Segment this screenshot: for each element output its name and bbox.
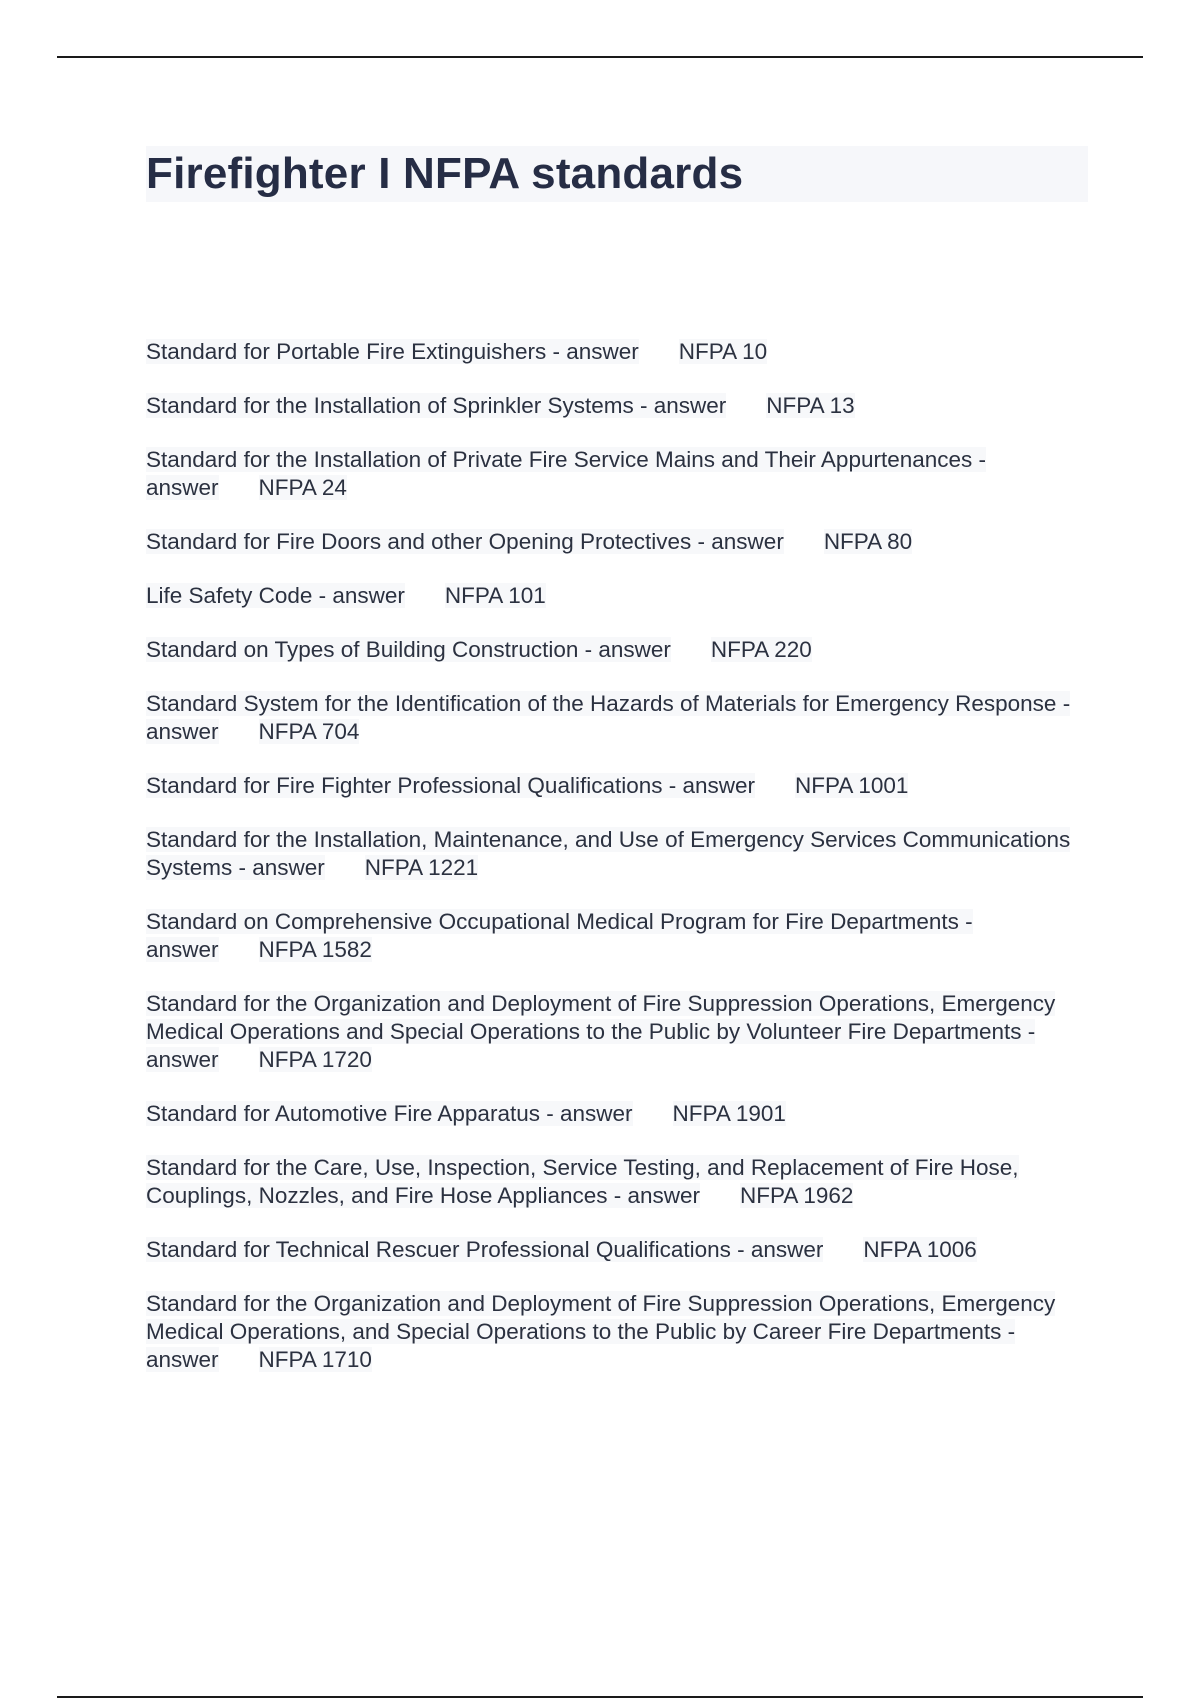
answer-text: NFPA 80	[823, 529, 913, 554]
question-text: Standard for Portable Fire Extinguishers - answer	[146, 339, 639, 364]
list-item	[146, 1290, 1096, 1374]
question-text: Standard for Fire Fighter Professional Qualifications - answer	[146, 773, 756, 798]
answer-text: NFPA 1962	[740, 1183, 854, 1208]
question-text: Life Safety Code - answer	[146, 583, 405, 608]
list-item	[146, 772, 1096, 800]
list-item	[146, 690, 1096, 746]
question-text: Standard for the Organization and Deployment of Fire Suppression Operations, Emergency Medical Operations and Special Operations to the Public by Volunteer Fire Departments - answer	[146, 991, 1056, 1072]
answer-text: NFPA 10	[678, 339, 768, 364]
qa-list	[146, 338, 1096, 1400]
question-text: Standard for the Care, Use, Inspection, Service Testing, and Replacement of Fire Hose, Couplings, Nozzles, and Fire Hose Appliances - answer	[146, 1155, 1019, 1208]
question-text: Standard for the Installation of Sprinkler Systems - answer	[146, 393, 727, 418]
question-text: Standard for Fire Doors and other Opening Protectives - answer	[146, 529, 784, 554]
list-item	[146, 826, 1096, 882]
answer-text: NFPA 1901	[672, 1101, 786, 1126]
list-item	[146, 990, 1096, 1074]
top-divider	[57, 56, 1143, 58]
list-item	[146, 1100, 1096, 1128]
answer-text: NFPA 704	[258, 719, 360, 744]
answer-text: NFPA 1221	[364, 855, 479, 880]
question-text: Standard on Types of Building Construction - answer	[146, 637, 671, 662]
list-item	[146, 1154, 1096, 1210]
bottom-divider	[57, 1696, 1143, 1698]
question-text: Standard for the Installation of Private Fire Service Mains and Their Appurtenances - answer	[146, 447, 987, 500]
list-item	[146, 1236, 1096, 1264]
answer-text: NFPA 1710	[258, 1347, 372, 1372]
answer-text: NFPA 13	[766, 393, 855, 418]
answer-text: NFPA 1006	[863, 1237, 977, 1262]
page-title: Firefighter I NFPA standards	[146, 149, 744, 198]
list-item	[146, 636, 1096, 664]
question-text: Standard for the Installation, Maintenance, and Use of Emergency Services Communications Systems - answer	[146, 827, 1071, 880]
question-text: Standard for Technical Rescuer Professional Qualifications - answer	[146, 1237, 824, 1262]
answer-text: NFPA 101	[444, 583, 546, 608]
question-text: Standard on Comprehensive Occupational Medical Program for Fire Departments - answer	[146, 909, 973, 962]
list-item	[146, 338, 1096, 366]
list-item	[146, 528, 1096, 556]
question-text: Standard System for the Identification of the Hazards of Materials for Emergency Response - answer	[146, 691, 1071, 744]
list-item	[146, 392, 1096, 420]
question-text: Standard for the Organization and Deployment of Fire Suppression Operations, Emergency Medical Operations, and Special Operations to the Public by Career Fire Departments - answer	[146, 1291, 1056, 1372]
answer-text: NFPA 24	[258, 475, 347, 500]
answer-text: NFPA 1720	[258, 1047, 372, 1072]
list-item	[146, 908, 1096, 964]
question-text: Standard for Automotive Fire Apparatus - answer	[146, 1101, 633, 1126]
list-item	[146, 582, 1096, 610]
answer-text: NFPA 220	[710, 637, 812, 662]
answer-text: NFPA 1582	[258, 937, 372, 962]
list-item	[146, 446, 1096, 502]
answer-text: NFPA 1001	[795, 773, 909, 798]
